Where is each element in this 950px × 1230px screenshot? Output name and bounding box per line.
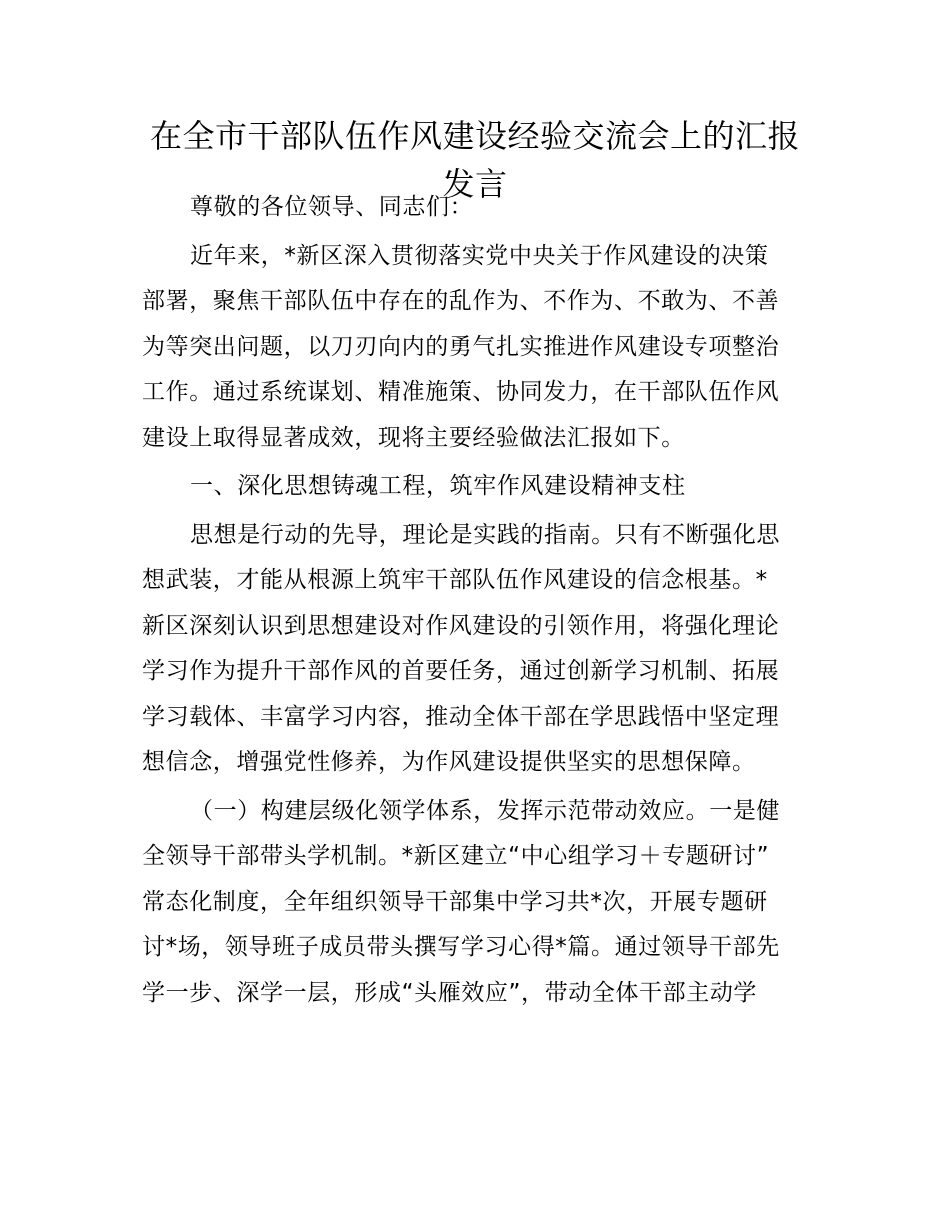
greeting-line: 尊敬的各位领导、同志们：: [190, 194, 474, 220]
paragraph-line: 学一步、深学一层，形成“头雁效应”，带动全体干部主动学: [142, 979, 758, 1006]
paragraph-line: 工作。通过系统谋划、精准施策、协同发力，在干部队伍作风: [142, 379, 780, 405]
section-heading: [142, 464, 814, 510]
document-body: [142, 185, 814, 1016]
paragraph-line: （一）构建层级化领学体系，发挥示范带动效应。一是健: [190, 797, 780, 824]
intro-paragraph: [142, 234, 814, 462]
paragraph-line: 常态化制度，全年组织领导干部集中学习共*次，开展专题研: [142, 888, 768, 915]
section1-paragraph: [142, 513, 814, 786]
paragraph-line: 学习载体、丰富学习内容，推动全体干部在学思践悟中坚定理: [142, 703, 780, 730]
paragraph-line: 想武装，才能从根源上筑牢干部队伍作风建设的信念根基。*: [142, 567, 768, 593]
title-line: 发言: [442, 165, 508, 203]
subsection1-paragraph: [142, 789, 814, 1017]
paragraph-line: 建设上取得显著成效，现将主要经验做法汇报如下。: [142, 424, 685, 451]
paragraph-line: 想信念，增强党性修养，为作风建设提供坚实的思想保障。: [142, 749, 756, 775]
paragraph-line: 近年来，*新区深入贯彻落实党中央关于作风建设的决策: [190, 242, 769, 269]
paragraph-line: 讨*场，领导班子成员带头撰写学习心得*篇。通过领导干部先: [142, 934, 780, 960]
paragraph-line: 全领导干部带头学机制。*新区建立“中心组学习＋专题研讨”: [142, 843, 770, 869]
paragraph-line: 部署，聚焦干部队伍中存在的乱作为、不作为、不敢为、不善: [142, 288, 780, 314]
paragraph-line: 思想是行动的先导，理论是实践的指南。只有不断强化思: [190, 521, 780, 548]
paragraph-line: 为等突出问题，以刀刃向内的勇气扎实推进作风建设专项整治: [142, 333, 780, 360]
section-heading-line: 一、深化思想铸魂工程，筑牢作风建设精神支柱: [190, 473, 686, 499]
paragraph-line: 学习作为提升干部作风的首要任务，通过创新学习机制、拓展: [142, 658, 780, 684]
greeting-paragraph: [142, 185, 814, 231]
paragraph-line: 新区深刻认识到思想建设对作风建设的引领作用，将强化理论: [142, 612, 780, 639]
title-line: 在全市干部队伍作风建设经验交流会上的汇报: [149, 117, 800, 155]
